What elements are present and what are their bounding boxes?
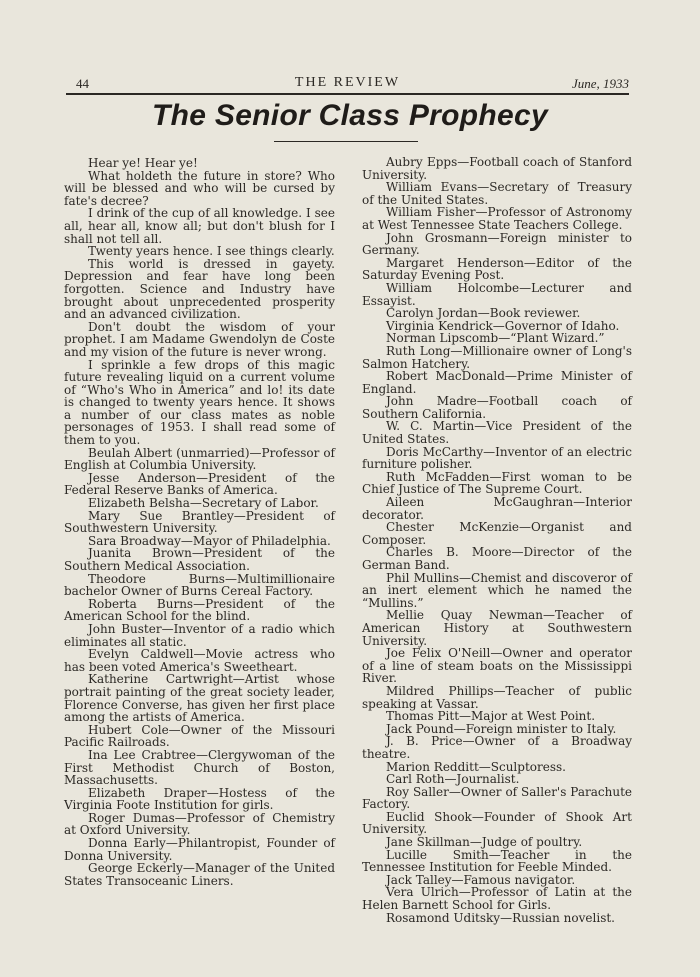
article-paragraph: Vera Ulrich—Professor of Latin at the Helen Barnett School for Girls. [362, 885, 632, 913]
article-paragraph: Marion Redditt—Sculptoress. [386, 759, 566, 774]
article-paragraph: Roger Dumas—Professor of Chemistry at Oxford University. [64, 810, 335, 838]
header-rule [66, 93, 629, 95]
article-paragraph: Norman Lipscomb—“Plant Wizard.” [386, 331, 605, 346]
article-paragraph: Jane Skillman—Judge of poultry. [386, 835, 583, 850]
article-paragraph: Ruth McFadden—First woman to be Chief Justice of The Supreme Court. [362, 469, 632, 497]
article-title: The Senior Class Prophecy [152, 99, 548, 132]
article-paragraph: Robert MacDonald—Prime Minister of England. [362, 369, 632, 396]
article-paragraph: Juanita Brown—President of the Southern Medical Association. [64, 546, 335, 573]
article-paragraph: Virginia Kendrick—Governor of Idaho. [386, 318, 620, 333]
article-paragraph: Joe Felix O'Neill—Owner and operator of a line of steam boats on the Mississippi River. [362, 646, 632, 686]
page-header [66, 74, 629, 92]
title-underline [274, 141, 418, 142]
article-paragraph: Doris McCarthy—Inventor of an electric furniture polisher. [362, 444, 632, 472]
article-paragraph: What holdeth the future in store? Who will be blessed and who will be cursed by fate's decree? [64, 168, 335, 208]
article-paragraph: Mary Sue Brantley—President of Southwestern University. [64, 508, 335, 536]
article-paragraph: Sara Broadway—Mayor of Philadelphia. [88, 533, 331, 548]
article-paragraph: Lucille Smith—Teacher in the Tennessee Institution for Feeble Minded. [362, 847, 632, 875]
article-paragraph: Carl Roth—Journalist. [386, 772, 520, 787]
article-paragraph: Carolyn Jordan—Book reviewer. [386, 306, 581, 321]
article-paragraph: Donna Early—Philantropist, Founder of Donna University. [64, 836, 335, 863]
article-paragraph: Elizabeth Belsha—Secretary of Labor. [88, 496, 319, 511]
article-paragraph: Charles B. Moore—Director of the German Band. [362, 545, 632, 572]
left-column [64, 157, 335, 887]
article-paragraph: Roberta Burns—President of the American School for the blind. [64, 596, 335, 624]
article-paragraph: Ruth Long—Millionaire owner of Long's Salmon Hatchery. [362, 343, 632, 371]
article-paragraph: John Madre—Football coach of Southern California. [362, 394, 632, 421]
right-column [362, 156, 632, 924]
article-paragraph: Twenty years hence. I see things clearly. [88, 244, 335, 259]
article-paragraph: Beulah Albert (unmarried)—Professor of English at Columbia University. [64, 445, 335, 473]
article-paragraph: W. C. Martin—Vice President of the United States. [362, 419, 632, 447]
article-paragraph: Mildred Phillips—Teacher of public speaking at Vassar. [362, 683, 632, 711]
article-paragraph: Roy Saller—Owner of Saller's Parachute Factory. [362, 784, 632, 812]
article-paragraph: Hubert Cole—Owner of the Missouri Pacific Railroads. [64, 722, 335, 750]
article-paragraph: Theodore Burns—Multimillionaire bachelor Owner of Burns Cereal Factory. [64, 571, 335, 599]
article-paragraph: Elizabeth Draper—Hostess of the Virginia Foote Institution for girls. [64, 785, 335, 813]
article-paragraph: Don't doubt the wisdom of your prophet. I am Madame Gwendolyn de Coste and my vision of the future is never wrong. [64, 319, 335, 359]
article-paragraph: Thomas Pitt—Major at West Point. [386, 709, 596, 724]
article-paragraph: Aileen McGaughran—Interior decorator. [362, 495, 632, 522]
article-paragraph: Phil Mullins—Chemist and discoveror of an inert element which he named the “Mullins.” [362, 570, 632, 610]
article-paragraph: John Grosmann—Foreign minister to Germany. [362, 230, 632, 258]
article-paragraph: Rosamond Uditsky—Russian novelist. [386, 910, 615, 925]
article-paragraph: Chester McKenzie—Organist and Composer. [362, 520, 632, 547]
article-paragraph: William Fisher—Professor of Astronomy at West Tennessee State Teachers College. [362, 205, 632, 232]
magazine-title: THE REVIEW [294, 75, 401, 90]
article-paragraph: Jack Pound—Foreign minister to Italy. [386, 721, 617, 736]
article-paragraph: George Eckerly—Manager of the United States Transoceanic Liners. [64, 861, 335, 888]
article-paragraph: Ina Lee Crabtree—Clergywoman of the First Methodist Church of Boston, Massachusetts. [64, 747, 335, 788]
article-paragraph: John Buster—Inventor of a radio which eliminates all static. [64, 621, 335, 649]
article-paragraph: Aubry Epps—Football coach of Stanford University. [362, 155, 632, 182]
article-paragraph: Euclid Shook—Founder of Shook Art University. [362, 809, 632, 837]
page-number: 44 [76, 76, 89, 91]
issue-date: June, 1933 [571, 76, 629, 91]
article-paragraph: William Evans—Secretary of Treasury of the United States. [362, 180, 632, 207]
article-paragraph: Jack Talley—Famous navigator. [386, 872, 576, 887]
article-paragraph: This world is dressed in gayety. Depression and fear have long been forgotten. Science and Industry have brought about unprecedented prosperity and an advanced civilization. [64, 256, 335, 322]
article-paragraph: Hear ye! Hear ye! [88, 156, 198, 170]
article-paragraph: Margaret Henderson—Editor of the Saturday Evening Post. [362, 255, 632, 283]
article-paragraph: Mellie Quay Newman—Teacher of American History at Southwestern University. [362, 608, 632, 648]
article-paragraph: I sprinkle a few drops of this magic future revealing liquid on a current volume of “Who's Who in America” and lo! its date is changed to twenty years hence. It shows a number of our class mates as noble personages of 1953. I shall read some of them to you. [64, 357, 335, 448]
article-paragraph: I drink of the cup of all knowledge. I see all, hear all, know all; but don't blush for I shall not tell all. [64, 206, 335, 246]
article-paragraph: Jesse Anderson—President of the Federal Reserve Banks of America. [64, 470, 335, 498]
article-paragraph: Katherine Cartwright—Artist whose portrait painting of the great society leader, Florence Converse, has given her first place among the artists of America. [64, 672, 335, 725]
article-paragraph: William Holcombe—Lecturer and Essayist. [362, 280, 632, 308]
article-paragraph: Evelyn Caldwell—Movie actress who has been voted America's Sweetheart. [64, 647, 335, 674]
article-paragraph: J. B. Price—Owner of a Broadway theatre. [362, 734, 632, 761]
